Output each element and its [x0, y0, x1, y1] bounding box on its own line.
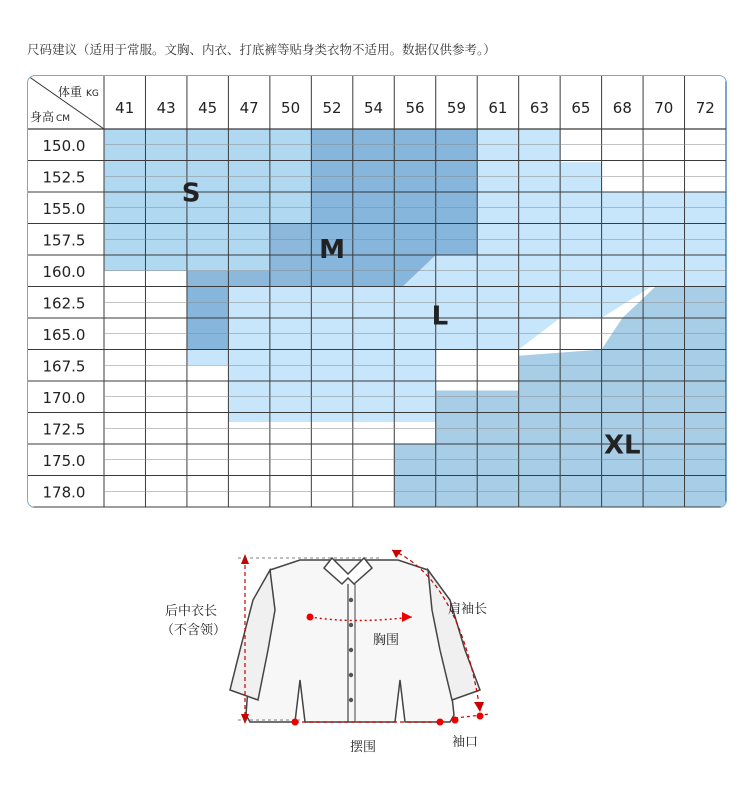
size-label-s: S: [181, 178, 201, 209]
weight-header-68: 68: [612, 99, 632, 117]
size-label-m: M: [319, 235, 346, 266]
back-length-note: （不含领）: [161, 623, 227, 638]
weight-header-63: 63: [529, 99, 549, 117]
weight-header-50: 50: [281, 99, 301, 117]
height-header-170-0: 170.0: [42, 388, 86, 407]
corner-height-label: 身高: [30, 110, 55, 124]
weight-header-70: 70: [654, 99, 674, 117]
size-label-xl: XL: [604, 430, 641, 461]
cuff-label: 袖口: [452, 735, 479, 750]
height-header-157-5: 157.5: [42, 231, 86, 250]
weight-header-47: 47: [239, 99, 259, 117]
corner-weight-unit: KG: [86, 89, 99, 99]
weight-header-72: 72: [695, 99, 715, 117]
weight-header-45: 45: [198, 99, 218, 117]
sleeve-length-label: 肩袖长: [448, 602, 488, 617]
weight-header-56: 56: [405, 99, 425, 117]
weight-header-41: 41: [115, 99, 135, 117]
weight-header-59: 59: [446, 99, 467, 117]
size-label-l: L: [431, 301, 449, 332]
size-advice-note: 尺码建议（适用于常服。文胸、内衣、打底裤等贴身类衣物不适用。数据仅供参考。）: [27, 42, 496, 57]
height-header-165-0: 165.0: [42, 325, 86, 344]
height-header-152-5: 152.5: [42, 168, 86, 187]
height-header-167-5: 167.5: [42, 357, 86, 376]
height-header-172-5: 172.5: [42, 420, 86, 439]
weight-header-43: 43: [156, 99, 176, 117]
back-length-label: 后中衣长: [165, 604, 218, 619]
height-header-178-0: 178.0: [42, 483, 86, 502]
weight-header-52: 52: [322, 99, 342, 117]
size-chart-table: [27, 75, 727, 508]
weight-header-65: 65: [571, 99, 591, 117]
weight-header-54: 54: [363, 99, 384, 117]
height-header-160-0: 160.0: [42, 262, 86, 281]
size-chart-svg: [28, 76, 726, 507]
chest-label: 胸围: [373, 633, 400, 648]
height-header-162-5: 162.5: [42, 294, 86, 313]
hem-label: 摆围: [350, 740, 377, 755]
weight-header-61: 61: [488, 99, 508, 117]
height-header-150-0: 150.0: [42, 136, 86, 155]
corner-height-unit: CM: [56, 114, 71, 124]
height-header-155-0: 155.0: [42, 199, 86, 218]
corner-weight-label: 体重: [58, 85, 83, 99]
height-header-175-0: 175.0: [42, 451, 86, 470]
